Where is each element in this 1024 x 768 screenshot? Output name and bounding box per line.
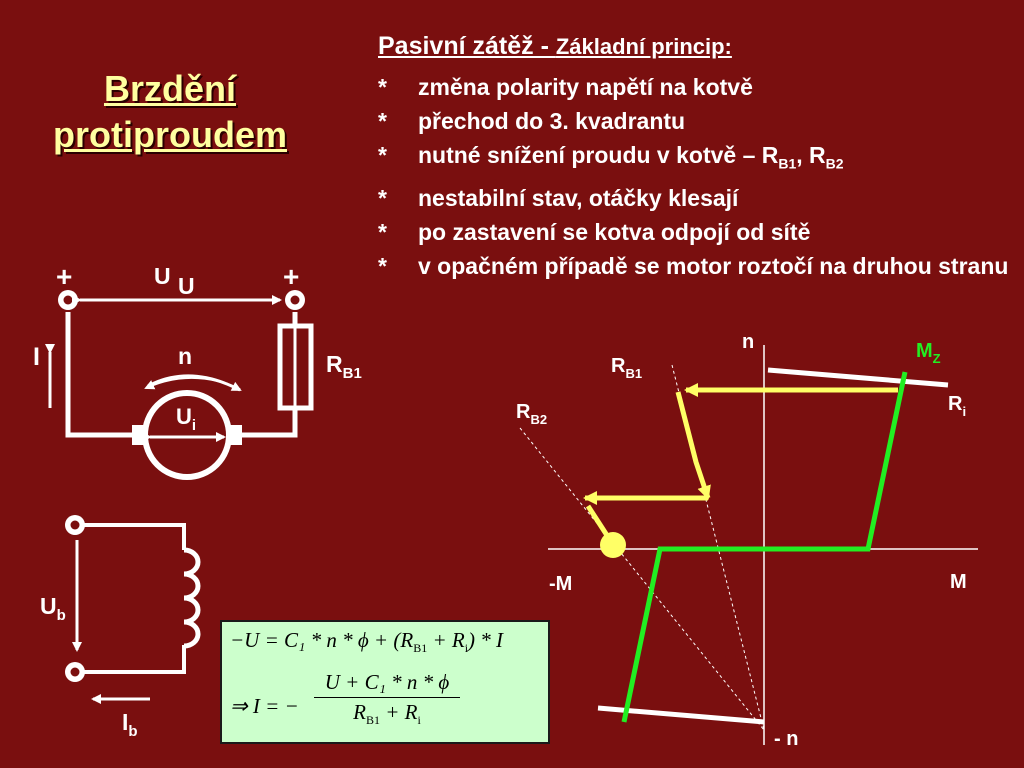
voltage-label-a: U — [154, 263, 171, 289]
rb1-label: $R_{B1}$ — [326, 351, 362, 382]
bullet-star: * — [378, 108, 387, 134]
bullet-star: * — [378, 218, 387, 245]
rb2-graph-label: $R_{B2}$ — [516, 401, 548, 427]
bullet-text: , R — [796, 142, 826, 168]
ri-label: $R_i$ — [948, 393, 967, 419]
formula-box — [220, 620, 550, 744]
bullet-text: změna polarity napětí na kotvě — [418, 74, 753, 100]
axis-label-n: n — [742, 331, 755, 353]
axis-label-m: M — [950, 571, 967, 593]
bullet-star: * — [378, 74, 387, 100]
armature-circuit — [33, 261, 362, 477]
mz-label: $M_Z$ — [916, 340, 941, 366]
bullet-star: * — [378, 252, 387, 279]
plus-label-right: + — [283, 261, 300, 292]
axis-label-minus-n: - n — [774, 728, 799, 750]
bullet-text: přechod do 3. kvadrantu — [418, 108, 686, 134]
field-coil — [184, 550, 198, 646]
bullet-text: nestabilní stav, otáčky klesají — [418, 184, 739, 211]
bullet-subscript: B1 — [778, 155, 797, 172]
bullet-text: po zastavení se kotva odpojí od sítě — [418, 218, 811, 245]
torque-speed-diagram — [516, 331, 978, 750]
plus-label-left: + — [56, 261, 73, 292]
formula-line-2: ⇒ I = − — [230, 694, 299, 718]
ub-label: $U_b$ — [40, 593, 66, 624]
brush-left — [132, 425, 144, 445]
braking-trajectory-step — [678, 392, 708, 498]
formula-denominator: $R_{B1} + R_i$ — [353, 700, 421, 728]
formula-line-1: $-U = C_1 * n * \phi + (R_{B1} + R_i) * I$ — [230, 628, 504, 656]
current-label: I — [33, 343, 40, 371]
ib-label: $I_b$ — [122, 709, 138, 740]
title-line-1: Brzdění — [103, 68, 236, 109]
bullet-text: v opačném případě se motor roztočí na druhou stranu — [418, 252, 1009, 279]
heading-sub: Základní princip: — [555, 34, 732, 59]
field-wires — [84, 525, 184, 672]
bullet-star: * — [378, 142, 387, 168]
stop-point — [600, 532, 626, 558]
brush-right — [230, 425, 242, 445]
speed-label: n — [178, 343, 193, 369]
bullet-text: nutné snížení proudu v kotvě – R — [418, 142, 779, 168]
axis-label-minus-m: -M — [549, 573, 573, 595]
bullet-star: * — [378, 184, 387, 211]
rb1-graph-label: $R_{B1}$ — [611, 355, 643, 381]
formula-numerator: U + C₁ * n * ϕ — [314, 670, 460, 698]
voltage-label-b: U — [178, 273, 195, 299]
field-winding-circuit — [40, 515, 198, 740]
formula-fraction — [314, 670, 460, 728]
ui-label: $U_i$ — [176, 404, 197, 434]
bullet-subscript: B2 — [825, 155, 844, 172]
heading-main: Pasivní zátěž - — [378, 32, 556, 60]
ri-characteristic-top — [768, 370, 948, 385]
title-line-2: protiproudem — [53, 114, 287, 155]
